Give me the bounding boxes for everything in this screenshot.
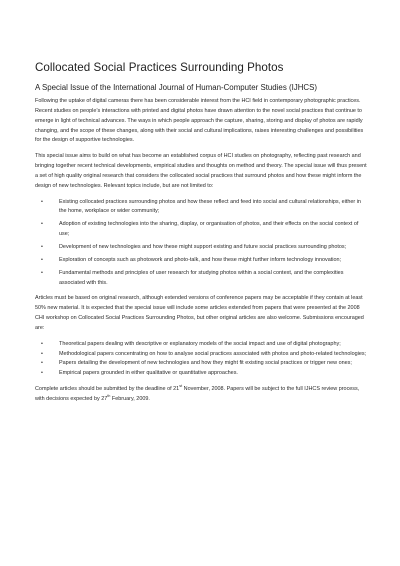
list-item [35, 220, 370, 240]
document-subtitle: A Special Issue of the International Journal of Human-Computer Studies (IJHCS) [35, 83, 318, 92]
list-item [35, 256, 370, 266]
bullet-icon: • [41, 256, 43, 263]
closing-text-3: February, 2009. [110, 395, 150, 402]
closing-superscript-1: st [179, 384, 183, 389]
document-title: Collocated Social Practices Surrounding Photos [35, 61, 284, 74]
closing-text-2: November, 2008. Papers will be subject to the full IJHCS review process, with decisions expected by 27 [35, 386, 360, 402]
bullet-icon: • [41, 350, 43, 357]
submissions-list [35, 340, 370, 379]
list-item-text: Empirical papers grounded in either qualitative or quantitative approaches. [59, 370, 238, 377]
list-item-text: Adoption of existing technologies into the sharing, display, or organisation of photos, and their effects on the social context of use; [59, 221, 359, 238]
topics-list [35, 198, 370, 289]
list-item [35, 350, 370, 360]
list-item [35, 369, 370, 379]
bullet-icon: • [41, 269, 43, 276]
closing-text-1: Complete articles should be submitted by the deadline of 21 [35, 386, 180, 393]
list-item-text: Development of new technologies and how these might support existing and future social practices surrounding photos; [59, 243, 347, 250]
list-item-text: Theoretical papers dealing with descriptive or explanatory models of the social impact and use of digital photography; [59, 340, 341, 347]
articles-paragraph: Articles must be based on original research, although extended versions of conference papers may be acceptable if they contain at least 50% new material. It is expected that the special issue will include some articles extended from papers that were presented at the 2008 CHI workshop on Collocated Social Practices Surrounding Photos, but other original articles are also welcome. Submissions encouraged are: [35, 295, 364, 331]
bullet-icon: • [41, 198, 43, 205]
document-page [35, 60, 370, 411]
list-item-text: Fundamental methods and principles of user research for studying photos within a social context, and the complexities associated with this. [59, 269, 344, 286]
list-item [35, 340, 370, 350]
intro-paragraph: Following the uptake of digital cameras there has been considerable interest from the HCI field in contemporary photographic practices. Recent studies on people’s interactions with printed and digital photos have drawn attention to the novel social practices that continue to emerge in light of technical advances. The ways in which people approach the capture, sharing, storing and display of photos are rapidly changing, and the scope of these changes, along with their social and cultural implications, raises interesting challenges and possibilities for the design of supportive technologies. [35, 98, 364, 144]
list-item [35, 359, 370, 369]
bullet-icon: • [41, 243, 43, 250]
bullet-icon: • [41, 221, 43, 228]
closing-superscript-2: th [107, 394, 111, 399]
list-item [35, 243, 370, 253]
aims-paragraph: This special issue aims to build on what has become an established corpus of HCI studies on photography, reflecting past research and bringing together recent technical developments, empirical studies and thoughts on method and theory. The special issue will thus present a set of high quality original research that considers the collocated social practices that surround photos and how these might inform the design of new technologies. Relevant topics include, but are not limited to: [35, 153, 367, 189]
list-item-text: Methodological papers concentrating on how to analyse social practices associated with photos and photo-related technologies; [59, 350, 367, 357]
bullet-icon: • [41, 370, 43, 377]
bullet-icon: • [41, 340, 43, 347]
list-item-text: Exploration of concepts such as photowork and photo-talk, and how these might further inform technology innovation; [59, 256, 342, 263]
list-item-text: Existing collocated practices surrounding photos and how these reflect and feed into social and cultural relationships, either in the home, workplace or wider community; [59, 198, 361, 215]
list-item [35, 269, 370, 289]
closing-paragraph [35, 385, 370, 405]
list-item [35, 198, 370, 218]
list-item-text: Papers detailing the development of new technologies and how they might fit existing social practices or trigger new ones; [59, 360, 352, 367]
bullet-icon: • [41, 360, 43, 367]
